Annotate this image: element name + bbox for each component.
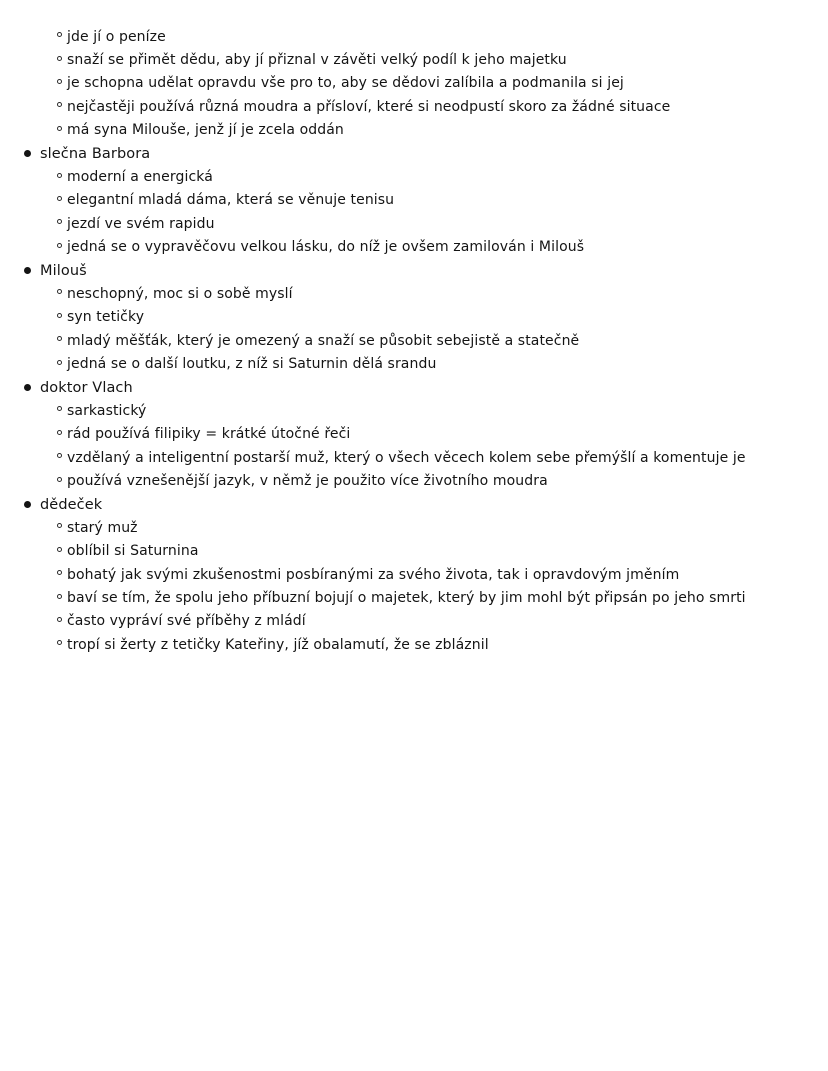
filled-bullet-icon [24, 267, 31, 274]
hollow-bullet-icon [57, 243, 62, 248]
trait-text-label: oblíbil si Saturnina [67, 543, 199, 560]
hollow-bullet-icon [57, 56, 62, 61]
hollow-bullet-icon [57, 219, 62, 224]
hollow-bullet-icon [57, 360, 62, 365]
hollow-bullet-icon [57, 617, 62, 622]
list-item [0, 446, 828, 469]
trait-text-label: používá vznešenější jazyk, v němž je použito více životního moudra [67, 473, 548, 490]
list-item [0, 165, 828, 188]
trait-text-label: moderní a energická [67, 169, 213, 186]
trait-text-label: jezdí ve svém rapidu [67, 215, 215, 232]
trait-text-label: snaží se přimět dědu, aby jí přiznal v závěti velký podíl k jeho majetku [67, 52, 567, 69]
hollow-bullet-icon [57, 640, 62, 645]
list-item [0, 563, 828, 586]
list-item [0, 282, 828, 305]
character-name-label: Milouš [40, 262, 87, 279]
list-item [0, 516, 828, 539]
list-item [0, 610, 828, 633]
list-item [0, 540, 828, 563]
hollow-bullet-icon [57, 477, 62, 482]
section-item [0, 259, 828, 282]
trait-text-label: vzdělaný a inteligentní postarší muž, který o všech věcech kolem sebe přemýšlí a komentuje je [67, 449, 746, 466]
list-item [0, 212, 828, 235]
filled-bullet-icon [24, 384, 31, 391]
list-item [0, 329, 828, 352]
trait-text-label: často vypráví své příběhy z mládí [67, 613, 306, 630]
list-item [0, 72, 828, 95]
trait-text-label: tropí si žerty z tetičky Kateřiny, jíž obalamutí, že se zbláznil [67, 636, 489, 653]
section-item [0, 376, 828, 399]
list-item [0, 399, 828, 422]
list-item [0, 236, 828, 259]
list-item [0, 469, 828, 492]
section-item [0, 493, 828, 516]
hollow-bullet-icon [57, 430, 62, 435]
trait-text-label: nejčastěji používá různá moudra a přísloví, které si neodpustí skoro za žádné situace [67, 98, 671, 115]
list-item [0, 189, 828, 212]
hollow-bullet-icon [57, 453, 62, 458]
hollow-bullet-icon [57, 196, 62, 201]
hollow-bullet-icon [57, 336, 62, 341]
trait-text-label: jde jí o peníze [67, 28, 166, 45]
hollow-bullet-icon [57, 406, 62, 411]
list-item [0, 352, 828, 375]
trait-text-label: sarkastický [67, 402, 147, 419]
trait-text-label: starý muž [67, 519, 138, 536]
trait-text-label: syn tetičky [67, 309, 145, 326]
hollow-bullet-icon [57, 79, 62, 84]
trait-text-label: rád používá filipiky = krátké útočné řeči [67, 426, 351, 443]
hollow-bullet-icon [57, 32, 62, 37]
trait-text-label: je schopna udělat opravdu vše pro to, aby se dědovi zalíbila a podmanila si jej [67, 75, 624, 92]
list-item [0, 119, 828, 142]
trait-text-label: elegantní mladá dáma, která se věnuje tenisu [67, 192, 395, 209]
trait-text-label: mladý měšťák, který je omezený a snaží se působit sebejistě a statečně [67, 332, 580, 349]
trait-text-label: má syna Milouše, jenž jí je zcela oddán [67, 122, 344, 139]
list-item [0, 423, 828, 446]
character-name-label: slečna Barbora [40, 145, 151, 162]
list-item [0, 633, 828, 656]
hollow-bullet-icon [57, 547, 62, 552]
section-item [0, 142, 828, 165]
hollow-bullet-icon [57, 102, 62, 107]
list-item [0, 25, 828, 48]
list-item [0, 95, 828, 118]
list-item [0, 306, 828, 329]
trait-text-label: jedná se o další loutku, z níž si Saturnin dělá srandu [67, 356, 437, 373]
trait-text-label: neschopný, moc si o sobě myslí [67, 285, 293, 302]
trait-text-label: baví se tím, že spolu jeho příbuzní bojují o majetek, který by jim mohl být připsán po jeho smrti [67, 590, 746, 607]
trait-text-label: bohatý jak svými zkušenostmi posbíranými za svého života, tak i opravdovým jměním [67, 566, 680, 583]
trait-text-label: jedná se o vypravěčovu velkou lásku, do níž je ovšem zamilován i Milouš [67, 239, 585, 256]
hollow-bullet-icon [57, 570, 62, 575]
hollow-bullet-icon [57, 289, 62, 294]
hollow-bullet-icon [57, 594, 62, 599]
filled-bullet-icon [24, 150, 31, 157]
hollow-bullet-icon [57, 523, 62, 528]
filled-bullet-icon [24, 501, 31, 508]
hollow-bullet-icon [57, 173, 62, 178]
bullet-list-content [0, 25, 828, 657]
character-name-label: doktor Vlach [40, 379, 133, 396]
hollow-bullet-icon [57, 313, 62, 318]
hollow-bullet-icon [57, 126, 62, 131]
character-name-label: dědeček [40, 496, 103, 513]
list-item [0, 48, 828, 71]
list-item [0, 586, 828, 609]
